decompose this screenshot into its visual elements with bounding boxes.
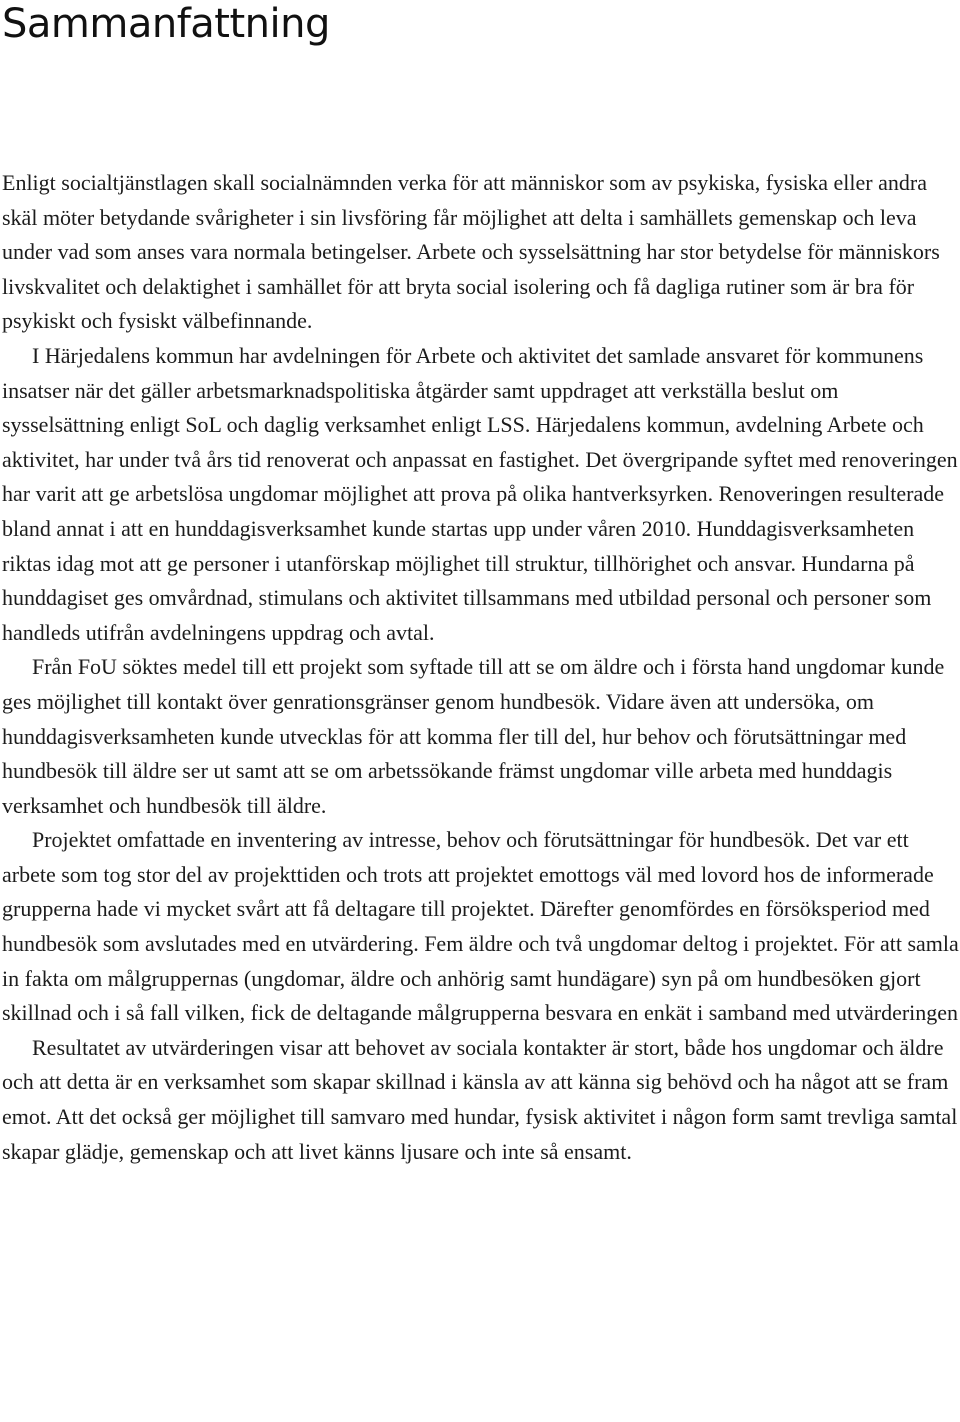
- paragraph-harjedalen: I Härjedalens kommun har avdelningen för Arbete och aktivitet det samlade ansvaret för kommunens insatser när det gäller arbetsmarknadspolitiska åtgärder samt uppdraget att verkställa beslut om sysselsättning enligt SoL och daglig verksamhet enligt LSS. Härjedalens kommun, avdelning Arbete och aktivitet, har under två års tid renoverat och anpassat en fastighet. Det övergripande syftet med renoveringen har varit att ge arbetslösa ungdomar möjlighet att prova på olika hantverksyrken. Renoveringen resulterade bland annat i att en hunddagisverksamhet kunde startas upp under våren 2010. Hunddagisverksamheten riktas idag mot att ge personer i utanförskap möjlighet till struktur, tillhörighet och ansvar. Hundarna på hunddagiset ges omvårdnad, stimulans och aktivitet tillsammans med utbildad personal och personer som handleds utifrån avdelningens uppdrag och avtal.: [2, 342, 958, 645]
- document-body: [2, 166, 960, 1169]
- page-title: Sammanfattning: [2, 1, 330, 47]
- paragraph-results: Resultatet av utvärderingen visar att behovet av sociala kontakter är stort, både hos ungdomar och äldre och att detta är en verksamhet som skapar skillnad i känsla av att känna sig behövd och ha något att se fram emot. Att det också ger möjlighet till samvaro med hundar, fysisk aktivitet i någon form samt trevliga samtal skapar glädje, gemenskap och att livet känns ljusare och inte så ensamt.: [2, 1034, 958, 1164]
- paragraph-intro: Enligt socialtjänstlagen skall socialnämnden verka för att människor som av psykiska, fysiska eller andra skäl möter betydande svårigheter i sin livsföring får möjlighet att delta i samhällets gemenskap och leva under vad som anses vara normala betingelser. Arbete och sysselsättning har stor betydelse för människors livskvalitet och delaktighet i samhället för att bryta social isolering och få dagliga rutiner som är bra för psykiskt och fysiskt välbefinnande.: [2, 170, 940, 334]
- paragraph-project-scope: Projektet omfattade en inventering av intresse, behov och förutsättningar för hundbesök. Det var ett arbete som tog stor del av projekttiden och trots att projektet emottogs väl med lovord hos de informerade grupperna hade vi mycket svårt att få deltagare till projektet. Därefter genomfördes en försöksperiod med hundbesök som avslutades med en utvärdering. Fem äldre och två ungdomar deltog i projektet. För att samla in fakta om målgruppernas (ungdomar, äldre och anhörig samt hundägare) syn på om hundbesöken gjort skillnad och i så fall vilken, fick de deltagande målgrupperna besvara en enkät i samband med utvärderingen: [2, 827, 959, 1026]
- paragraph-fou-project: Från FoU söktes medel till ett projekt som syftade till att se om äldre och i första hand ungdomar kunde ges möjlighet till kontakt över genrationsgränser genom hundbesök. Vidare även att undersöka, om hunddagisverksamheten kunde utvecklas för att komma fler till del, hur behov och förutsättningar med hundbesök till äldre ser ut samt att se om arbetssökande främst ungdomar ville arbeta med hunddagis verksamhet och hundbesök till äldre.: [2, 654, 945, 818]
